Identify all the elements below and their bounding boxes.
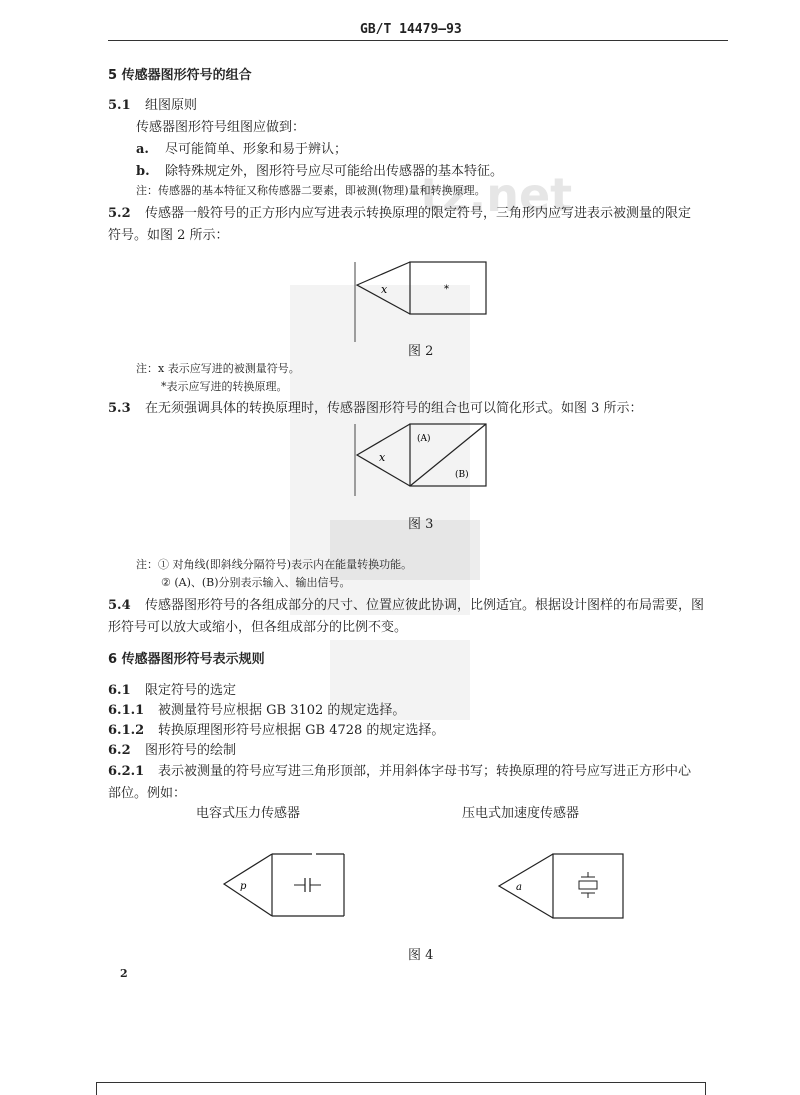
paragraph: 在无须强调具体的转换原理时，传感器图形符号的组合也可以简化形式。如图 3 所示： — [145, 401, 643, 416]
transduction-symbol: * — [444, 284, 449, 295]
clause-title: 组图原则 — [145, 98, 198, 113]
list-label: b. — [136, 164, 150, 179]
measurand-symbol: a — [516, 882, 522, 893]
clause-number: 5.3 — [108, 401, 131, 416]
note: ② (A)、(B)分别表示输入、输出信号。 — [161, 576, 351, 589]
piezo-crystal-icon — [579, 872, 597, 898]
paragraph: 部位。例如： — [108, 786, 187, 801]
note: *表示应写进的转换原理。 — [161, 380, 288, 393]
clause-number: 6.1 — [108, 683, 131, 698]
clause-title: 图形符号的绘制 — [145, 743, 237, 758]
capacitive-pressure-sensor-symbol — [220, 852, 360, 932]
page-number: 2 — [120, 967, 128, 980]
figure-caption: 图 4 — [408, 948, 434, 963]
example-title-right: 压电式加速度传感器 — [462, 806, 580, 821]
watermark: tz.net — [420, 168, 573, 222]
figure-2-diagram — [355, 262, 495, 344]
paragraph: 表示被测量的符号应写进三角形顶部，并用斜体字母书写；转换原理的符号应写进正方形中心 — [158, 764, 692, 779]
bottom-frame — [96, 1082, 706, 1095]
clause-title: 限定符号的选定 — [145, 683, 237, 698]
figure-caption: 图 3 — [408, 517, 434, 532]
note: 注：① 对角线(即斜线分隔符号)表示内在能量转换功能。 — [136, 558, 413, 571]
measurand-symbol: p — [240, 881, 247, 892]
clause-number: 5.2 — [108, 206, 131, 221]
paragraph: 传感器一般符号的正方形内应写进表示转换原理的限定符号，三角形内应写进表示被测量的限定 — [145, 206, 692, 221]
section-5-heading: 5 传感器图形符号的组合 — [108, 68, 252, 83]
output-label: (B) — [455, 470, 469, 480]
paragraph: 被测量符号应根据 GB 3102 的规定选择。 — [158, 703, 406, 718]
clause-number: 6.1.2 — [108, 723, 145, 738]
measurand-symbol: x — [381, 283, 388, 296]
paragraph: 传感器图形符号组图应做到： — [136, 120, 306, 135]
list-label: a. — [136, 142, 149, 157]
example-title-left: 电容式压力传感器 — [196, 806, 301, 821]
measurand-symbol: x — [379, 451, 386, 464]
note: 注：x 表示应写进的被测量符号。 — [136, 362, 300, 375]
header-rule — [108, 40, 728, 41]
clause-number: 6.2.1 — [108, 764, 145, 779]
paragraph: 形符号可以放大或缩小，但各组成部分的比例不变。 — [108, 620, 408, 635]
section-6-heading: 6 传感器图形符号表示规则 — [108, 652, 265, 667]
figure-caption: 图 2 — [408, 344, 434, 359]
paragraph: 转换原理图形符号应根据 GB 4728 的规定选择。 — [158, 723, 445, 738]
standard-code: GB/T 14479—93 — [360, 22, 462, 37]
clause-number: 5.4 — [108, 598, 131, 613]
paragraph: 符号。如图 2 所示： — [108, 228, 229, 243]
note: 注：传感器的基本特征又称传感器二要素，即被测(物理)量和转换原理。 — [136, 184, 486, 197]
paragraph: 传感器图形符号的各组成部分的尺寸、位置应彼此协调，比例适宜。根据设计图样的布局需要，图 — [145, 598, 705, 613]
list-item: 尽可能简单、形象和易于辨认； — [165, 142, 348, 157]
clause-number: 6.2 — [108, 743, 131, 758]
capacitor-icon — [294, 878, 321, 892]
figure-3-diagram — [355, 424, 495, 506]
list-item: 除特殊规定外，图形符号应尽可能给出传感器的基本特征。 — [165, 164, 504, 179]
clause-number: 5.1 — [108, 98, 131, 113]
input-label: (A) — [417, 434, 431, 444]
piezoelectric-acceleration-sensor-symbol — [495, 852, 635, 932]
clause-number: 6.1.1 — [108, 703, 145, 718]
